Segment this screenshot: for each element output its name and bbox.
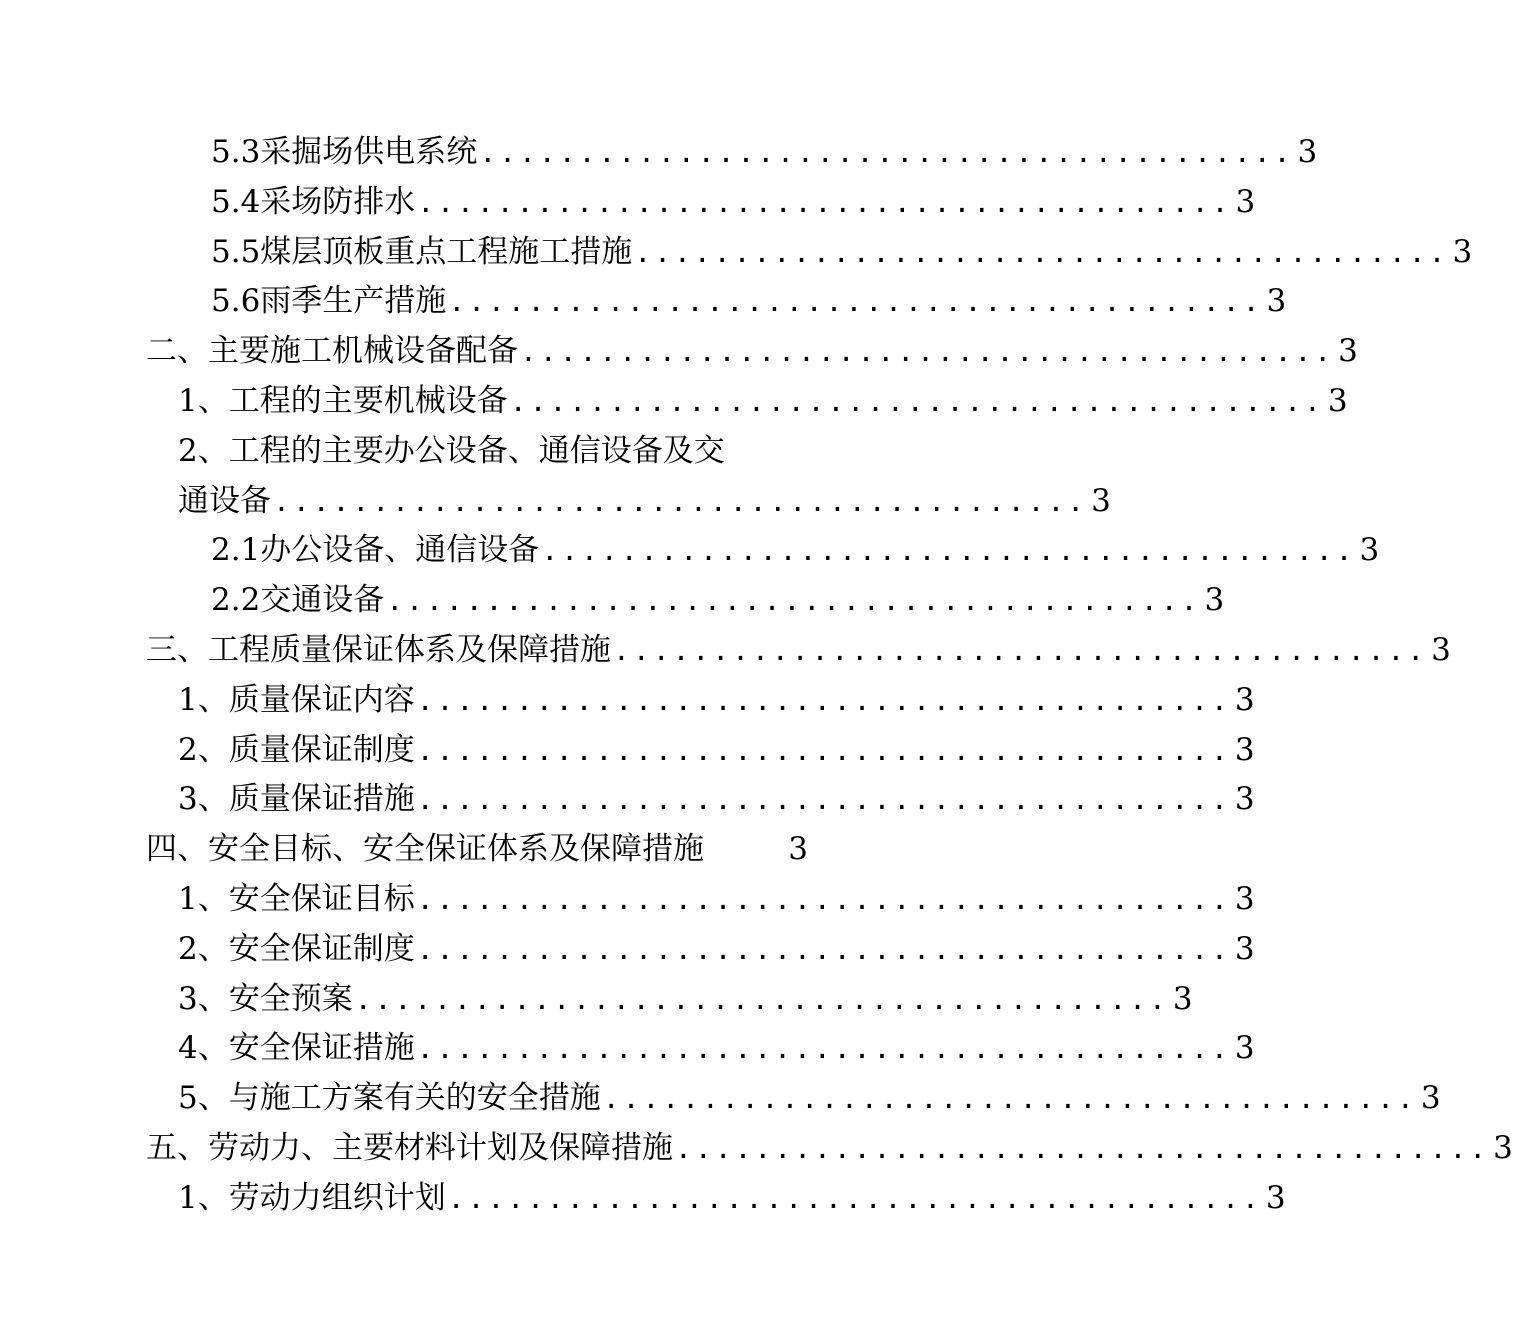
toc-entry-title: 二、主要施工机械设备配备 xyxy=(146,333,518,370)
toc-entry-page: 3 xyxy=(1297,134,1318,170)
toc-entry[interactable] xyxy=(0,626,1451,676)
toc-entry-title: 3、质量保证措施 xyxy=(178,781,415,818)
dot-leader: ......................................... xyxy=(520,335,1335,369)
toc-entry-title: 3、安全预案 xyxy=(178,980,353,1017)
toc-entry-page: 3 xyxy=(1234,1030,1255,1067)
dot-leader: ......................................... xyxy=(416,932,1231,966)
toc-entry-title: 2、质量保证制度 xyxy=(178,731,415,768)
dot-leader: ......................................... xyxy=(416,683,1231,717)
toc-entry-page: 3 xyxy=(1234,731,1255,768)
toc-entry[interactable] xyxy=(0,377,1348,427)
toc-entry-title: 5.6雨季生产措施 xyxy=(211,283,447,320)
toc-entry[interactable] xyxy=(0,228,1473,278)
toc-entry-title: 五、劳动力、主要材料计划及保障措施 xyxy=(146,1129,673,1166)
toc-entry-page: 3 xyxy=(1234,930,1255,967)
dot-leader: ......................................... xyxy=(386,584,1201,618)
toc-entry-title: 2.1办公设备、通信设备 xyxy=(211,532,540,569)
dot-leader: ......................................... xyxy=(634,235,1449,269)
toc-entry-page: 3 xyxy=(1265,1179,1286,1216)
toc-entry[interactable] xyxy=(0,676,1255,726)
toc-entry[interactable] xyxy=(0,775,1255,825)
dot-leader: ......................................... xyxy=(416,783,1231,817)
toc-entry-page: 3 xyxy=(1172,980,1193,1017)
toc-entry[interactable] xyxy=(0,825,950,875)
toc-entry-page: 3 xyxy=(1338,333,1358,370)
toc-entry-page: 3 xyxy=(1204,582,1225,619)
dot-leader: ......................................... xyxy=(354,982,1169,1016)
toc-entry[interactable] xyxy=(0,178,1256,228)
toc-entry[interactable] xyxy=(0,277,1287,327)
toc-entry-page: 3 xyxy=(1359,532,1380,569)
dot-leader: ......................................... xyxy=(541,534,1356,568)
dot-leader: ......................................... xyxy=(417,185,1232,219)
toc-entry-title: 三、工程质量保证体系及保障措施 xyxy=(146,631,611,668)
dot-leader: ......................................... xyxy=(416,1032,1231,1066)
toc-entry-title: 1、质量保证内容 xyxy=(178,681,415,718)
toc-entry-title-line1: 2、工程的主要办公设备、通信设备及交 xyxy=(178,432,725,469)
toc-entry-title: 5.4采场防排水 xyxy=(211,183,416,220)
toc-entry-page: 3 xyxy=(1420,1080,1441,1117)
toc-entry[interactable] xyxy=(0,1074,1441,1124)
dot-leader: ......................................... xyxy=(602,1082,1417,1116)
toc-entry[interactable] xyxy=(0,526,1380,576)
toc-entry-title: 4、安全保证措施 xyxy=(178,1030,415,1067)
toc-entry-title: 1、劳动力组织计划 xyxy=(178,1179,446,1216)
toc-entry-title: 5.5煤层顶板重点工程施工措施 xyxy=(211,233,633,270)
toc-entry[interactable] xyxy=(0,576,1225,626)
dot-leader: ......................................... xyxy=(509,384,1324,418)
toc-entry[interactable] xyxy=(0,427,1111,527)
toc-entry-page: 3 xyxy=(1327,382,1348,419)
toc-entry-page: 3 xyxy=(1234,681,1255,718)
toc-entry-title: 2、安全保证制度 xyxy=(178,930,415,967)
dot-leader: ......................................... xyxy=(448,285,1263,319)
toc-entry[interactable] xyxy=(0,327,1358,377)
toc-entry-page: 3 xyxy=(788,831,808,868)
toc-entry-title: 通设备 xyxy=(178,482,271,519)
toc-entry[interactable] xyxy=(0,1174,1286,1224)
toc-entry[interactable] xyxy=(0,975,1193,1025)
toc-entry-title: 四、安全目标、安全保证体系及保障措施 xyxy=(146,831,704,868)
toc-entry-title: 5.3采掘场供电系统 xyxy=(211,134,478,170)
toc-entry-page: 3 xyxy=(1493,1129,1513,1166)
dot-leader: ......................................... xyxy=(479,136,1294,169)
dot-leader: ......................................... xyxy=(675,1131,1490,1165)
toc-entry-title: 1、安全保证目标 xyxy=(178,880,415,917)
dot-leader: ......................................... xyxy=(416,882,1231,916)
toc-entry-title: 1、工程的主要机械设备 xyxy=(178,382,508,419)
toc-entry[interactable] xyxy=(0,1124,1513,1174)
toc-entry-title: 5、与施工方案有关的安全措施 xyxy=(178,1080,601,1117)
dot-leader: ......................................... xyxy=(273,484,1088,518)
dot-leader: ......................................... xyxy=(447,1181,1262,1215)
dot-leader: ......................................... xyxy=(613,633,1428,667)
toc-entry-page: 3 xyxy=(1266,283,1287,320)
toc-entry[interactable] xyxy=(0,1024,1255,1074)
toc-entry-page: 3 xyxy=(1234,781,1255,818)
toc-entry[interactable] xyxy=(0,726,1255,776)
dot-leader: ......................................... xyxy=(416,733,1231,767)
toc-entry-page: 3 xyxy=(1235,183,1256,220)
toc-entry[interactable] xyxy=(0,875,1255,925)
toc-entry-page: 3 xyxy=(1452,233,1473,270)
toc-entry-page: 3 xyxy=(1431,631,1451,668)
table-of-contents xyxy=(0,128,1513,1224)
toc-entry-title: 2.2交通设备 xyxy=(211,582,385,619)
toc-entry-page: 3 xyxy=(1234,880,1255,917)
toc-entry-page: 3 xyxy=(1091,482,1111,519)
toc-entry[interactable] xyxy=(0,925,1255,975)
toc-entry[interactable] xyxy=(0,128,1318,178)
